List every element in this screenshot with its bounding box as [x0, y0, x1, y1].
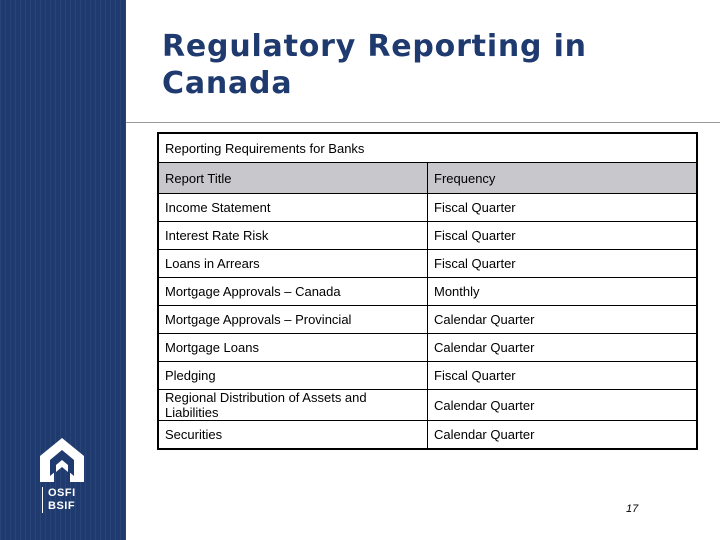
table-row [159, 278, 697, 306]
table-row [159, 421, 697, 449]
logo-text [42, 487, 94, 513]
report-title-cell: Mortgage Approvals – Provincial [159, 306, 428, 334]
logo-line-bsif: BSIF [48, 500, 76, 512]
table-row [159, 334, 697, 362]
report-title-cell: Securities [159, 421, 428, 449]
frequency-cell: Monthly [428, 278, 697, 306]
page-number: 17 [626, 503, 639, 515]
frequency-cell: Fiscal Quarter [428, 194, 697, 222]
table-row [159, 194, 697, 222]
table-row [159, 306, 697, 334]
frequency-cell: Fiscal Quarter [428, 250, 697, 278]
frequency-cell: Calendar Quarter [428, 421, 697, 449]
sidebar [0, 0, 126, 540]
table-header-row [159, 163, 697, 194]
table-row [159, 390, 697, 421]
header-frequency: Frequency [428, 163, 697, 194]
frequency-cell: Calendar Quarter [428, 390, 697, 421]
report-title-cell: Income Statement [159, 194, 428, 222]
frequency-cell: Fiscal Quarter [428, 222, 697, 250]
frequency-cell: Calendar Quarter [428, 306, 697, 334]
slide-title: Regulatory Reporting in Canada [162, 29, 587, 101]
report-title-cell: Interest Rate Risk [159, 222, 428, 250]
frequency-cell: Calendar Quarter [428, 334, 697, 362]
table-row [159, 222, 697, 250]
table-caption: Reporting Requirements for Banks [159, 134, 697, 163]
header-report-title: Report Title [159, 163, 428, 194]
table-row [159, 362, 697, 390]
report-title-cell: Regional Distribution of Assets and Liabilities [159, 390, 428, 421]
frequency-cell: Fiscal Quarter [428, 362, 697, 390]
report-title-cell: Pledging [159, 362, 428, 390]
osfi-logo-icon [38, 436, 86, 486]
reporting-table [157, 132, 698, 450]
logo-line-osfi: OSFI [48, 487, 76, 499]
report-title-cell: Mortgage Loans [159, 334, 428, 362]
title-divider [126, 122, 720, 123]
report-title-cell: Mortgage Approvals – Canada [159, 278, 428, 306]
report-title-cell: Loans in Arrears [159, 250, 428, 278]
table-row [159, 250, 697, 278]
